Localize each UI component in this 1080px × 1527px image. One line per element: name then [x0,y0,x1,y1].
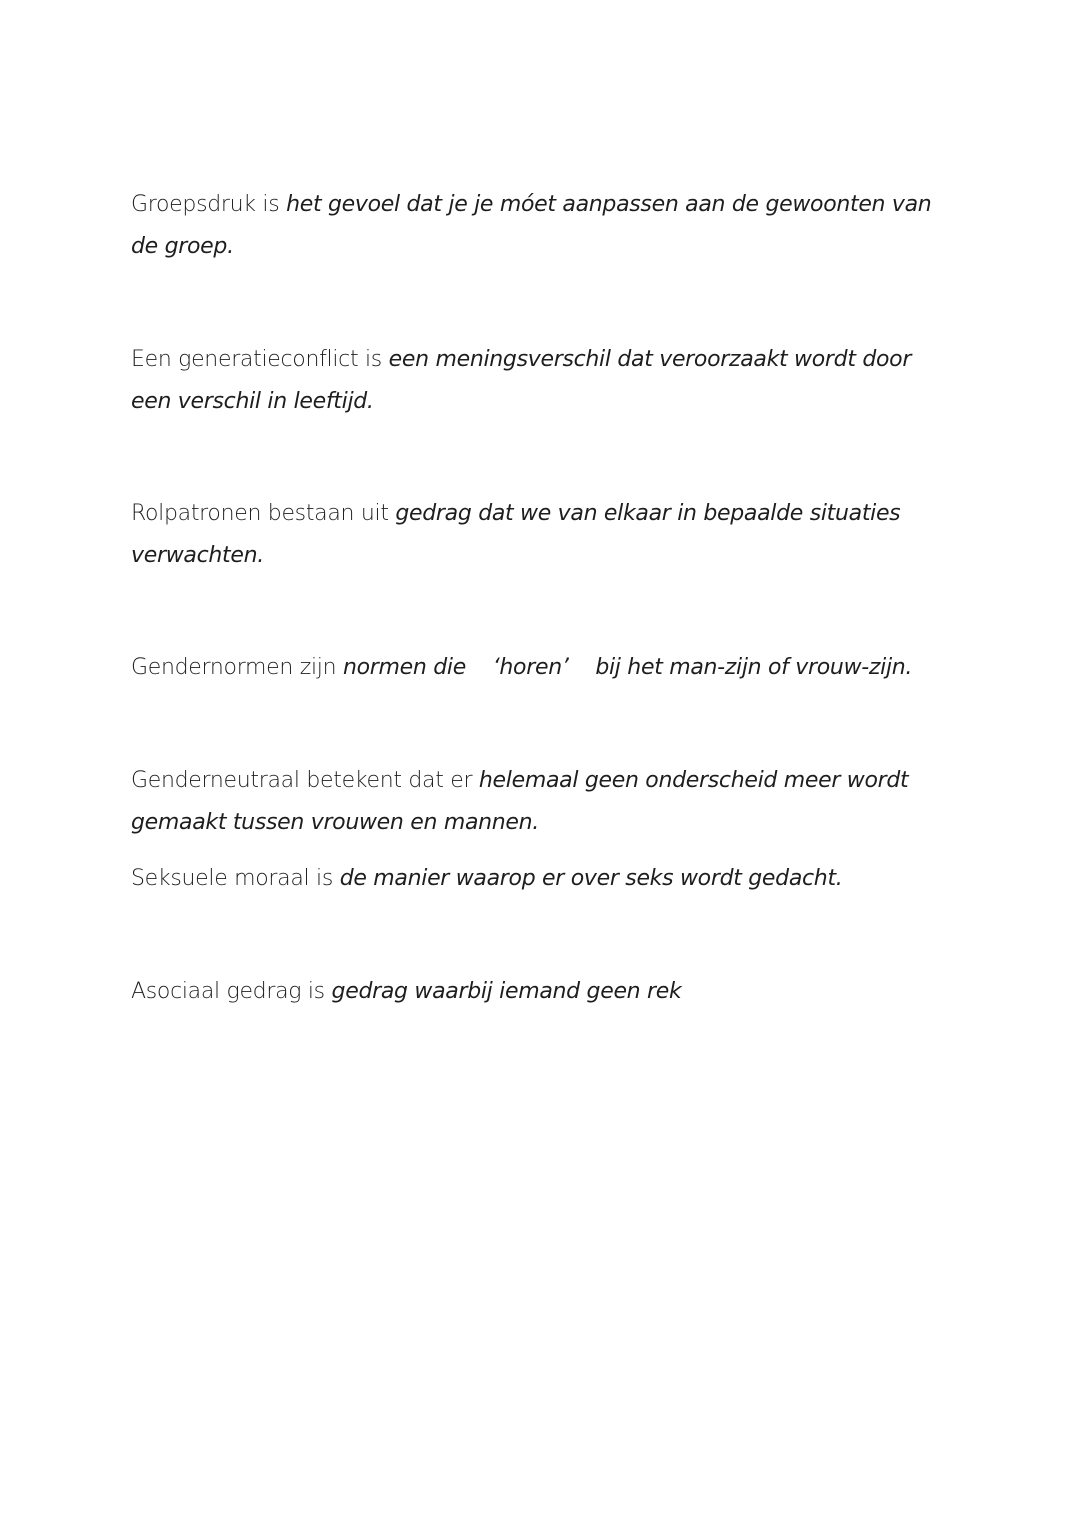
term-label: Groepsdruk is [131,192,287,217]
term-label: Genderneutraal betekent dat er [131,768,479,793]
definition-seksuele-moraal [131,858,951,900]
term-label: Gendernormen zijn [131,655,343,680]
definition-rolpatronen [131,493,951,577]
definition-text: de manier waarop er over seks wordt gedacht. [339,866,843,891]
definition-genderneutraal [131,760,951,844]
term-label: Een generatieconflict is [131,347,389,372]
definition-text: helemaal geen onderscheid meer wordt gemaakt tussen vrouwen en mannen. [131,768,909,835]
definition-text-part2: bij het man-zijn of vrouw-zijn. [595,655,913,680]
definition-text-part1: normen die [342,655,466,680]
term-label: Asociaal gedrag is [131,979,332,1004]
term-label: Rolpatronen bestaan uit [131,501,396,526]
definition-quoted-word: ‘horen’ [492,655,569,680]
definition-groepsdruk [131,184,951,268]
definition-gendernormen [131,647,951,689]
definition-text: een meningsverschil dat veroorzaakt wordt door een verschil in leeftijd. [131,347,912,414]
definition-generatieconflict [131,339,951,423]
definition-text: het gevoel dat je je móet aanpassen aan de gewoonten van de groep. [131,192,932,259]
definition-asociaal-gedrag [131,971,951,1013]
term-label: Seksuele moraal is [131,866,340,891]
definition-text: gedrag waarbij iemand geen rek [331,979,682,1004]
definition-text: gedrag dat we van elkaar in bepaalde situaties verwachten. [131,501,901,568]
